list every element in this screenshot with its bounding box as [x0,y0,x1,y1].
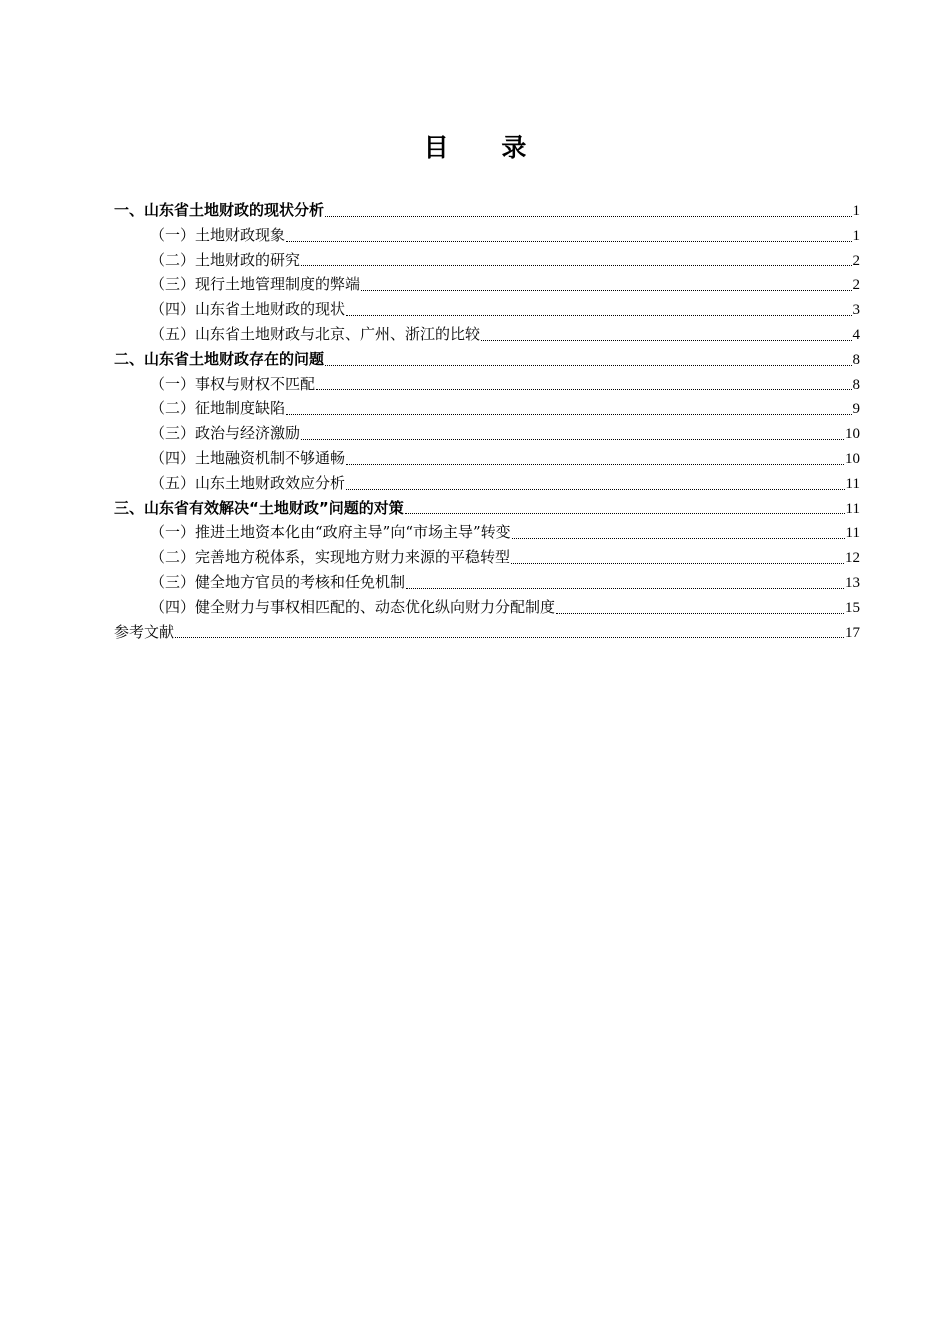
toc-dot-leader [481,339,851,341]
toc-entry[interactable] [114,297,860,322]
toc-entry[interactable] [114,322,860,347]
toc-entry[interactable] [114,421,860,446]
toc-title: 目 录 [423,133,549,162]
toc-entry-text: 参考文献 [114,622,175,641]
toc-entry-text: （四）健全财力与事权相匹配的、动态优化纵向财力分配制度 [150,597,556,616]
toc-entry[interactable] [114,396,860,421]
toc-page-number: 8 [852,376,860,393]
toc-page-number: 17 [845,624,860,641]
toc-entry-text: （三）健全地方官员的考核和任免机制 [150,572,406,591]
toc-dot-leader [346,463,844,465]
toc-entry[interactable] [114,272,860,297]
toc-dot-leader [361,289,851,291]
table-of-contents [114,198,860,644]
toc-dot-leader [511,562,844,564]
toc-page-number: 10 [845,426,860,443]
toc-dot-leader [556,612,844,614]
toc-entry[interactable] [114,471,860,496]
toc-page-number: 1 [852,203,860,219]
toc-page-number: 11 [845,500,860,517]
toc-page-number: 13 [845,574,860,591]
toc-dot-leader [286,413,851,415]
toc-entry-text: 一、山东省土地财政的现状分析 [114,201,325,219]
toc-entry-text: （五）山东土地财政效应分析 [150,473,346,492]
toc-dot-leader [325,364,851,366]
toc-page-number: 11 [845,475,860,492]
toc-entry-text: （三）现行土地管理制度的弊端 [150,275,361,294]
toc-entry[interactable] [114,545,860,570]
toc-dot-leader [512,537,845,539]
toc-page-number: 9 [852,401,860,418]
toc-entry-text: （三）政治与经济激励 [150,424,301,443]
toc-entry[interactable] [114,248,860,273]
toc-page-number: 15 [845,599,860,616]
toc-page-number: 1 [852,227,860,244]
toc-dot-leader [325,215,851,217]
toc-entry[interactable] [114,570,860,595]
toc-entry[interactable] [114,595,860,620]
toc-entry-text: （五）山东省土地财政与北京、广州、浙江的比较 [150,324,481,343]
toc-page-number: 10 [845,450,860,467]
toc-page-number: 12 [845,550,860,567]
toc-entry[interactable] [114,223,860,248]
toc-entry-text: 二、山东省土地财政存在的问题 [114,349,325,368]
toc-entry-text: （二）土地财政的研究 [150,250,301,269]
toc-dot-leader [346,488,845,490]
toc-entry-text: （四）山东省土地财政的现状 [150,300,346,319]
toc-entry-text: （四）土地融资机制不够通畅 [150,448,346,467]
toc-page-number: 3 [852,302,860,319]
toc-entry[interactable] [114,347,860,372]
toc-dot-leader [175,636,844,638]
toc-page-number: 4 [852,326,860,343]
toc-page-number: 2 [852,252,860,269]
toc-entry-text: （一）推进土地资本化由“政府主导”向“市场主导”转变 [150,523,511,542]
toc-entry-text: （一）事权与财权不匹配 [150,374,316,393]
toc-entry-text: （一）土地财政现象 [150,225,286,244]
toc-entry[interactable] [114,520,860,545]
toc-entry[interactable] [114,198,860,223]
toc-entry-text: 三、山东省有效解决“土地财政”问题的对策 [114,498,404,517]
toc-dot-leader [301,438,844,440]
toc-dot-leader [286,240,851,242]
toc-page-number: 8 [852,351,860,368]
toc-dot-leader [405,512,845,514]
toc-entry[interactable] [114,496,860,521]
toc-page-number: 2 [852,277,860,294]
toc-entry[interactable] [114,372,860,397]
toc-entry[interactable] [114,620,860,645]
toc-dot-leader [346,314,851,316]
toc-entry-text: （二）征地制度缺陷 [150,399,286,418]
toc-dot-leader [406,587,844,589]
toc-page-number: 11 [845,525,860,542]
toc-dot-leader [301,264,851,266]
toc-entry-text: （二）完善地方税体系，实现地方财力来源的平稳转型 [150,548,511,567]
toc-dot-leader [316,388,851,390]
toc-entry[interactable] [114,446,860,471]
